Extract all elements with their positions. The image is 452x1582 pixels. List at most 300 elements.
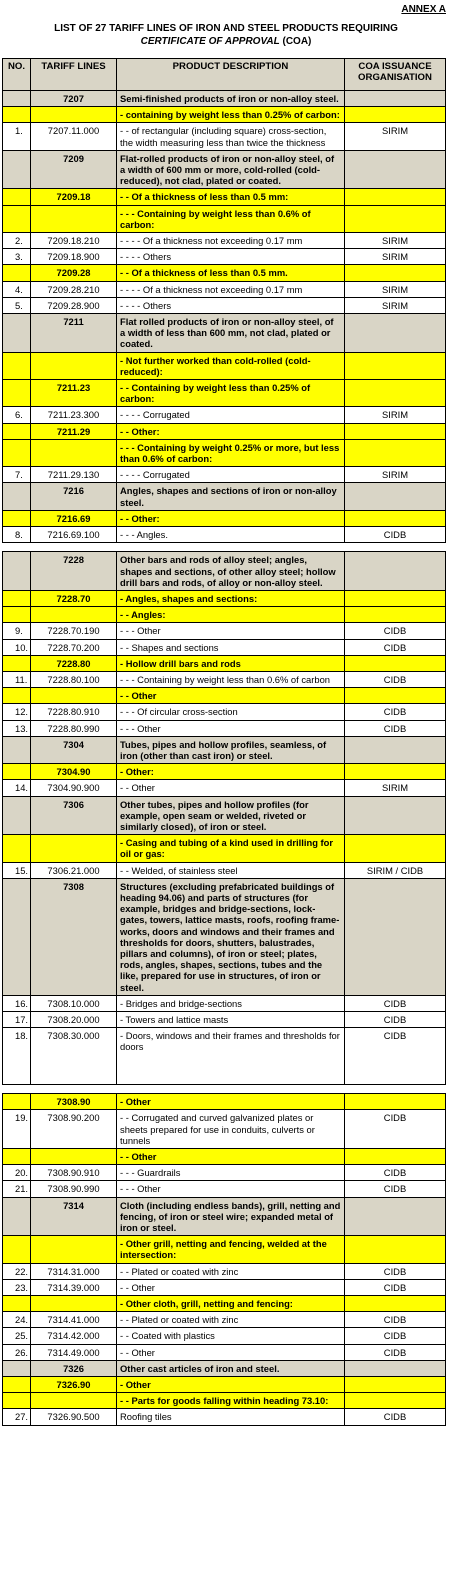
header-no: NO. [3,59,31,91]
row-number [3,189,31,205]
row-number [3,205,31,232]
row-number: 12. [3,704,31,720]
tariff-line: 7228.80 [31,655,117,671]
row-number [3,314,31,353]
header-organisation: COA ISSUANCE ORGANISATION [345,59,446,91]
product-description: - - Parts for goods falling within heading 73.10: [117,1393,345,1409]
row-number [3,1236,31,1263]
row-number: 26. [3,1344,31,1360]
product-description: - - - - Of a thickness not exceeding 0.17 mm [117,281,345,297]
product-description: - - - Guardrails [117,1165,345,1181]
heading-row [3,552,446,591]
tariff-line [31,688,117,704]
tariff-line: 7209.18.900 [31,249,117,265]
tariff-line: 7228.80.990 [31,720,117,736]
issuing-organisation: CIDB [345,1312,446,1328]
issuing-organisation: CIDB [345,720,446,736]
table-row [3,720,446,736]
title-line-2 [0,35,452,48]
issuing-organisation: CIDB [345,1165,446,1181]
issuing-organisation: CIDB [345,995,446,1011]
row-number: 19. [3,1110,31,1149]
row-number: 7. [3,467,31,483]
issuing-organisation: CIDB [345,1110,446,1149]
product-description: - - Welded, of stainless steel [117,862,345,878]
issuing-organisation [345,1296,446,1312]
table-row [3,1328,446,1344]
product-description: - - Of a thickness of less than 0.5 mm: [117,189,345,205]
title-italic: CERTIFICATE OF APPROVAL [140,36,280,47]
product-description: Flat rolled products of iron or non-alloy steel, of a width of less than 600 mm, not clad, plated or coated. [117,314,345,353]
tariff-line [31,1236,117,1263]
row-number [3,1360,31,1376]
subheading-row [3,1296,446,1312]
issuing-organisation: SIRIM [345,281,446,297]
gap-cell [3,543,446,552]
issuing-organisation [345,796,446,835]
tariff-line [31,835,117,862]
product-description: - - Of a thickness of less than 0.5 mm. [117,265,345,281]
issuing-organisation [345,107,446,123]
product-description: - Bridges and bridge-sections [117,995,345,1011]
tariff-line: 7228.70.190 [31,623,117,639]
tariff-line: 7228 [31,552,117,591]
product-description: - - - Angles. [117,527,345,543]
product-description: - Other cloth, grill, netting and fencing: [117,1296,345,1312]
tariff-line [31,107,117,123]
product-description: - - Other [117,780,345,796]
section-gap [3,1085,446,1094]
issuing-organisation [345,590,446,606]
product-description: - - - - Corrugated [117,407,345,423]
issuing-organisation [345,764,446,780]
tariff-line: 7326.90.500 [31,1409,117,1425]
tariff-line: 7314.42.000 [31,1328,117,1344]
tariff-table [2,58,446,1426]
row-number: 24. [3,1312,31,1328]
issuing-organisation: CIDB [345,1328,446,1344]
row-number: 1. [3,123,31,150]
tariff-line: 7216.69.100 [31,527,117,543]
row-number [3,607,31,623]
product-description: - - Plated or coated with zinc [117,1312,345,1328]
heading-row [3,736,446,763]
subheading-row [3,607,446,623]
issuing-organisation [345,380,446,407]
issuing-organisation [345,1236,446,1263]
row-number: 9. [3,623,31,639]
product-description: - - Angles: [117,607,345,623]
tariff-line: 7304.90 [31,764,117,780]
product-description: - - - Containing by weight 0.25% or more, but less than 0.6% of carbon: [117,439,345,466]
row-number: 15. [3,862,31,878]
product-description: - - - - Of a thickness not exceeding 0.17 mm [117,233,345,249]
row-number: 14. [3,780,31,796]
subheading-row [3,1149,446,1165]
row-number [3,439,31,466]
product-description: - - - Other [117,720,345,736]
issuing-organisation [345,483,446,510]
row-number [3,380,31,407]
row-number [3,1149,31,1165]
row-number: 6. [3,407,31,423]
issuing-organisation: CIDB [345,639,446,655]
row-number [3,352,31,379]
row-number [3,590,31,606]
subheading-row [3,439,446,466]
product-description: Other cast articles of iron and steel. [117,1360,345,1376]
product-description: - - Plated or coated with zinc [117,1263,345,1279]
product-description: Semi-finished products of iron or non-alloy steel. [117,91,345,107]
product-description: Other bars and rods of alloy steel; angles, shapes and sections, of other alloy steel; hollow drill bars and rods, of alloy or non-alloy steel. [117,552,345,591]
product-description: Structures (excluding prefabricated buildings of heading 94.06) and parts of structures (for example, bridges and bridge-sections, lock-gates, towers, lattice masts, roofs, roofing frame-works, doors and windows and their frames and thresholds for doors, shutters, balustrades, pillars and columns), of iron or steel; plates, rods, angles, shapes, sections, tubes and the like, prepared for use in structures, of iron or steel. [117,878,345,995]
tariff-line: 7326 [31,1360,117,1376]
document-title [0,22,452,48]
issuing-organisation: CIDB [345,1181,446,1197]
row-number: 16. [3,995,31,1011]
tariff-line [31,607,117,623]
heading-row [3,796,446,835]
row-number [3,91,31,107]
tariff-line: 7209 [31,150,117,189]
subheading-row [3,1094,446,1110]
table-row [3,281,446,297]
table-body [3,91,446,1426]
issuing-organisation [345,150,446,189]
gap-cell [3,1085,446,1094]
table-row [3,780,446,796]
row-number [3,107,31,123]
tariff-line: 7308.30.000 [31,1028,117,1085]
product-description: - - Other [117,1344,345,1360]
tariff-line: 7314.31.000 [31,1263,117,1279]
subheading-row [3,352,446,379]
row-number: 18. [3,1028,31,1085]
heading-row [3,1197,446,1236]
row-number: 25. [3,1328,31,1344]
row-number [3,510,31,526]
subheading-row [3,688,446,704]
table-row [3,1110,446,1149]
table-row [3,1409,446,1425]
product-description: - Doors, windows and their frames and thresholds for doors [117,1028,345,1085]
issuing-organisation [345,314,446,353]
table-row [3,297,446,313]
issuing-organisation: SIRIM [345,233,446,249]
row-number: 23. [3,1279,31,1295]
product-description: - - Coated with plastics [117,1328,345,1344]
row-number [3,764,31,780]
issuing-organisation [345,1197,446,1236]
row-number [3,1094,31,1110]
row-number [3,736,31,763]
tariff-line: 7209.28 [31,265,117,281]
product-description: - - - Containing by weight less than 0.6% of carbon [117,671,345,687]
product-description: - - Other: [117,423,345,439]
row-number [3,150,31,189]
subheading-row [3,107,446,123]
issuing-organisation [345,607,446,623]
tariff-line: 7308.20.000 [31,1012,117,1028]
subheading-row [3,380,446,407]
table-row [3,704,446,720]
table-row [3,407,446,423]
tariff-line: 7228.70.200 [31,639,117,655]
issuing-organisation: SIRIM [345,467,446,483]
title-line-1: LIST OF 27 TARIFF LINES OF IRON AND STEEL PRODUCTS REQUIRING [54,23,398,34]
row-number: 11. [3,671,31,687]
issuing-organisation [345,878,446,995]
subheading-row [3,1236,446,1263]
table-row [3,1012,446,1028]
product-description: - containing by weight less than 0.25% of carbon: [117,107,345,123]
table-row [3,249,446,265]
issuing-organisation: CIDB [345,623,446,639]
product-description: - - - Of circular cross-section [117,704,345,720]
issuing-organisation [345,91,446,107]
issuing-organisation [345,1377,446,1393]
tariff-line: 7209.28.210 [31,281,117,297]
product-description: Cloth (including endless bands), grill, netting and fencing, of iron or steel wire; expanded metal of iron or steel. [117,1197,345,1236]
row-number: 3. [3,249,31,265]
issuing-organisation: CIDB [345,1028,446,1085]
row-number: 2. [3,233,31,249]
issuing-organisation [345,423,446,439]
tariff-line: 7216.69 [31,510,117,526]
issuing-organisation: SIRIM [345,407,446,423]
issuing-organisation [345,205,446,232]
header-tariff: TARIFF LINES [31,59,117,91]
issuing-organisation: SIRIM [345,297,446,313]
row-number [3,878,31,995]
heading-row [3,150,446,189]
issuing-organisation: CIDB [345,704,446,720]
tariff-line: 7306.21.000 [31,862,117,878]
table-row [3,527,446,543]
table-row [3,1279,446,1295]
tariff-line: 7216 [31,483,117,510]
row-number: 20. [3,1165,31,1181]
tariff-line: 7228.80.100 [31,671,117,687]
row-number [3,483,31,510]
product-description: - - Corrugated and curved galvanized plates or sheets prepared for use in conduits, culverts or tunnels [117,1110,345,1149]
subheading-row [3,1377,446,1393]
product-description: Tubes, pipes and hollow profiles, seamless, of iron (other than cast iron) or steel. [117,736,345,763]
title-abbrev: (COA) [282,36,312,47]
row-number [3,552,31,591]
subheading-row [3,655,446,671]
tariff-line: 7211.23.300 [31,407,117,423]
product-description: - - Other [117,1279,345,1295]
subheading-row [3,510,446,526]
product-description: - - Other [117,1149,345,1165]
issuing-organisation: SIRIM [345,123,446,150]
product-description: - - Containing by weight less than 0.25% of carbon: [117,380,345,407]
product-description: - Other: [117,764,345,780]
issuing-organisation: CIDB [345,1263,446,1279]
tariff-line [31,1296,117,1312]
product-description: - - Other [117,688,345,704]
tariff-line: 7308.90 [31,1094,117,1110]
table-row [3,123,446,150]
issuing-organisation: CIDB [345,1409,446,1425]
issuing-organisation [345,1149,446,1165]
row-number [3,265,31,281]
product-description: Roofing tiles [117,1409,345,1425]
issuing-organisation [345,189,446,205]
tariff-line: 7209.18 [31,189,117,205]
row-number [3,688,31,704]
issuing-organisation: SIRIM [345,249,446,265]
table-row [3,467,446,483]
issuing-organisation [345,736,446,763]
subheading-row [3,590,446,606]
tariff-line: 7209.28.900 [31,297,117,313]
product-description: - Casing and tubing of a kind used in drilling for oil or gas: [117,835,345,862]
product-description: Flat-rolled products of iron or non-alloy steel, of a width of 600 mm or more, cold-rolled (cold-reduced), not clad, plated or coated. [117,150,345,189]
product-description: - - - - Corrugated [117,467,345,483]
table-row [3,1344,446,1360]
subheading-row [3,189,446,205]
product-description: - Angles, shapes and sections: [117,590,345,606]
table-row [3,1312,446,1328]
tariff-line: 7314.49.000 [31,1344,117,1360]
tariff-line: 7211.23 [31,380,117,407]
subheading-row [3,265,446,281]
row-number [3,423,31,439]
tariff-line: 7228.80.910 [31,704,117,720]
product-description: - Hollow drill bars and rods [117,655,345,671]
issuing-organisation [345,352,446,379]
issuing-organisation: SIRIM / CIDB [345,862,446,878]
row-number: 17. [3,1012,31,1028]
issuing-organisation [345,439,446,466]
row-number [3,1393,31,1409]
tariff-line [31,205,117,232]
product-description: - - Shapes and sections [117,639,345,655]
product-description: - - of rectangular (including square) cross-section, the width measuring less than twice the thickness [117,123,345,150]
row-number: 21. [3,1181,31,1197]
table-row [3,639,446,655]
subheading-row [3,205,446,232]
tariff-line: 7308.90.910 [31,1165,117,1181]
issuing-organisation [345,1360,446,1376]
annex-label: ANNEX A [401,4,446,15]
table-row [3,1263,446,1279]
issuing-organisation: CIDB [345,527,446,543]
product-description: - - Other: [117,510,345,526]
tariff-line [31,439,117,466]
row-number [3,1296,31,1312]
subheading-row [3,835,446,862]
issuing-organisation [345,510,446,526]
product-description: - Not further worked than cold-rolled (cold-reduced): [117,352,345,379]
tariff-line: 7211.29 [31,423,117,439]
table-row [3,995,446,1011]
product-description: - Other grill, netting and fencing, welded at the intersection: [117,1236,345,1263]
row-number [3,1197,31,1236]
row-number: 13. [3,720,31,736]
tariff-line: 7304.90.900 [31,780,117,796]
row-number [3,1377,31,1393]
product-description: - Towers and lattice masts [117,1012,345,1028]
product-description: Angles, shapes and sections of iron or non-alloy steel. [117,483,345,510]
product-description: - - - Other [117,1181,345,1197]
section-gap [3,543,446,552]
product-description: - - - - Others [117,297,345,313]
table-row [3,233,446,249]
table-row [3,1028,446,1085]
issuing-organisation [345,552,446,591]
tariff-line: 7304 [31,736,117,763]
tariff-line: 7211.29.130 [31,467,117,483]
tariff-line: 7314 [31,1197,117,1236]
issuing-organisation [345,655,446,671]
tariff-line [31,352,117,379]
tariff-line: 7209.18.210 [31,233,117,249]
product-description: Other tubes, pipes and hollow profiles (for example, open seam or welded, riveted or similarly closed), of iron or steel. [117,796,345,835]
subheading-row [3,1393,446,1409]
issuing-organisation: SIRIM [345,780,446,796]
table-row [3,862,446,878]
product-description: - Other [117,1377,345,1393]
issuing-organisation [345,1393,446,1409]
row-number [3,835,31,862]
tariff-line: 7308 [31,878,117,995]
issuing-organisation [345,265,446,281]
issuing-organisation: CIDB [345,1012,446,1028]
heading-row [3,91,446,107]
row-number: 10. [3,639,31,655]
product-description: - - - - Others [117,249,345,265]
product-description: - - - Containing by weight less than 0.6% of carbon: [117,205,345,232]
issuing-organisation: CIDB [345,671,446,687]
heading-row [3,483,446,510]
issuing-organisation: CIDB [345,1279,446,1295]
tariff-line: 7207 [31,91,117,107]
tariff-line [31,1393,117,1409]
row-number: 22. [3,1263,31,1279]
heading-row [3,1360,446,1376]
table-row [3,623,446,639]
tariff-line: 7308.90.990 [31,1181,117,1197]
table-row [3,1165,446,1181]
row-number [3,655,31,671]
subheading-row [3,764,446,780]
heading-row [3,314,446,353]
row-number: 8. [3,527,31,543]
header-row [3,59,446,91]
row-number [3,796,31,835]
issuing-organisation [345,688,446,704]
tariff-line: 7308.90.200 [31,1110,117,1149]
tariff-line: 7228.70 [31,590,117,606]
tariff-line: 7306 [31,796,117,835]
tariff-line: 7326.90 [31,1377,117,1393]
issuing-organisation: CIDB [345,1344,446,1360]
subheading-row [3,423,446,439]
header-description: PRODUCT DESCRIPTION [117,59,345,91]
issuing-organisation [345,835,446,862]
tariff-line [31,1149,117,1165]
row-number: 4. [3,281,31,297]
table-row [3,671,446,687]
issuing-organisation [345,1094,446,1110]
tariff-line: 7207.11.000 [31,123,117,150]
row-number: 27. [3,1409,31,1425]
tariff-line: 7314.41.000 [31,1312,117,1328]
tariff-line: 7308.10.000 [31,995,117,1011]
